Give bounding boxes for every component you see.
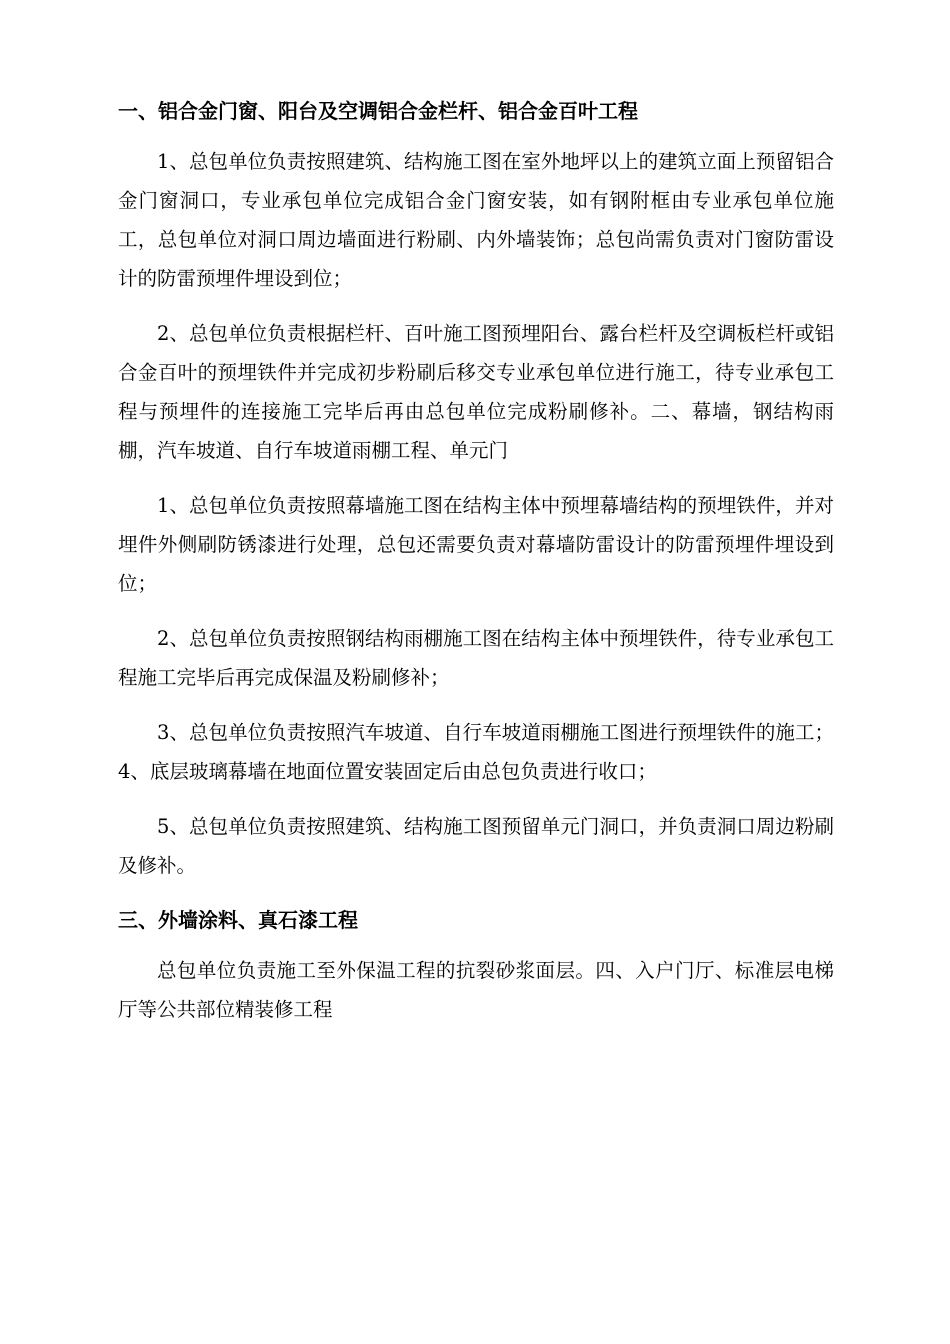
paragraph-unit-door-openings: 5、总包单位负责按照建筑、结构施工图预留单元门洞口，并负责洞口周边粉刷及修补。 bbox=[118, 815, 834, 877]
section-heading-aluminum-windows: 一、铝合金门窗、阳台及空调铝合金栏杆、铝合金百叶工程 bbox=[118, 99, 638, 123]
paragraph-railings-louvers: 2、总包单位负责根据栏杆、百叶施工图预埋阳台、露台栏杆及空调板栏杆或铝合金百叶的预埋铁件并完成初步粉刷后移交专业承包单位进行施工，待专业承包工程与预埋件的连接施工完毕后再由总包单位完成粉刷修补。二、幕墙，钢结构雨棚，汽车坡道、自行车坡道雨棚工程、单元门 bbox=[118, 322, 834, 462]
paragraph-curtain-wall-embeds: 1、总包单位负责按照幕墙施工图在结构主体中预埋幕墙结构的预埋铁件，并对埋件外侧刷防锈漆进行处理，总包还需要负责对幕墙防雷设计的防雷预埋件埋设到位； bbox=[118, 494, 834, 595]
paragraph-ramp-canopy: 3、总包单位负责按照汽车坡道、自行车坡道雨棚施工图进行预埋铁件的施工；4、底层玻璃幕墙在地面位置安装固定后由总包负责进行收口； bbox=[118, 721, 834, 783]
paragraph-exterior-insulation: 总包单位负责施工至外保温工程的抗裂砂浆面层。四、入户门厅、标准层电梯厅等公共部位精装修工程 bbox=[118, 959, 834, 1021]
section-heading-exterior-coating: 三、外墙涂料、真石漆工程 bbox=[118, 908, 358, 932]
paragraph-steel-canopy: 2、总包单位负责按照钢结构雨棚施工图在结构主体中预埋铁件，待专业承包工程施工完毕后再完成保温及粉刷修补； bbox=[118, 627, 834, 689]
document-body bbox=[118, 92, 834, 1029]
paragraph-window-openings: 1、总包单位负责按照建筑、结构施工图在室外地坪以上的建筑立面上预留铝合金门窗洞口，专业承包单位完成铝合金门窗安装，如有钢附框由专业承包单位施工，总包单位对洞口周边墙面进行粉刷、内外墙装饰；总包尚需负责对门窗防雷设计的防雷预埋件埋设到位； bbox=[118, 150, 834, 290]
